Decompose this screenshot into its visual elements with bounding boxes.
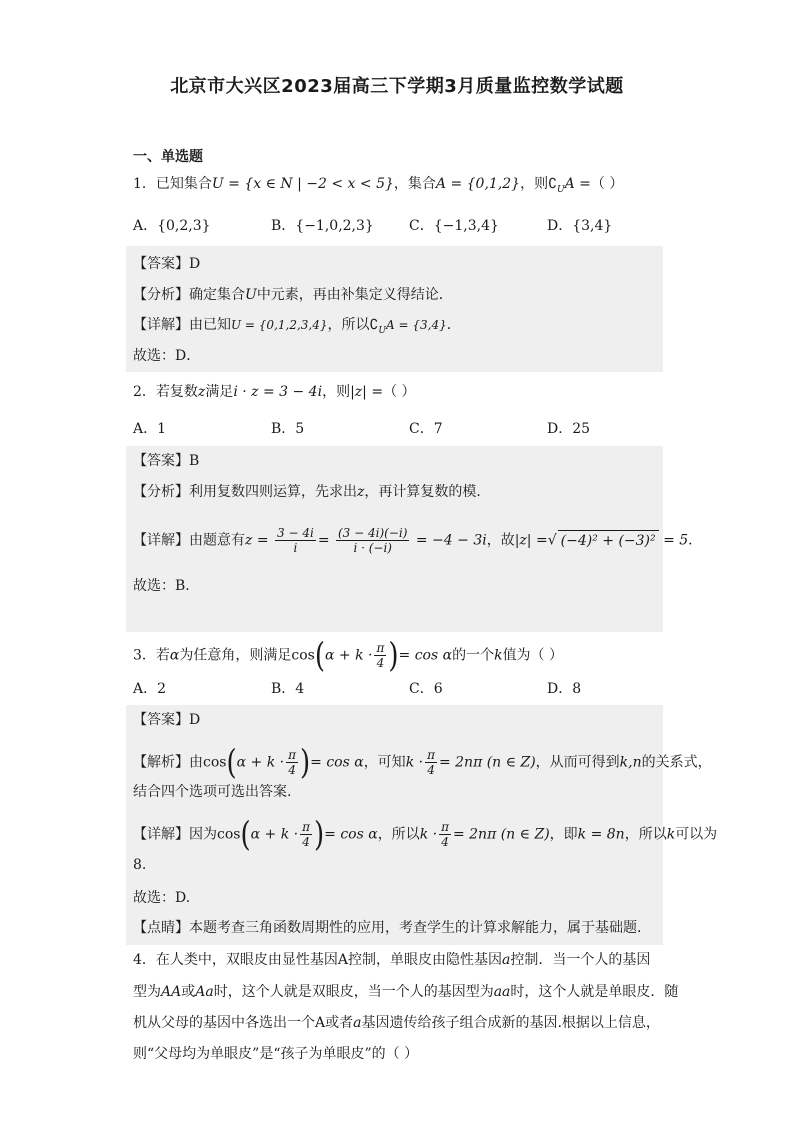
- question-2-answer: 【答案】B: [133, 453, 200, 469]
- question-4-line-2: 型为AA或Aa时，这个人就是双眼皮，当一个人的基因型为aa时，这个人就是单眼皮．随: [133, 984, 679, 1000]
- question-2-stem: 2．若复数z满足i · z = 3 − 4i，则|z| =（ ）: [133, 384, 416, 400]
- question-2-option-d[interactable]: D．25: [547, 421, 591, 437]
- question-3-detail-line-2: 8.: [133, 857, 147, 873]
- fraction: $\frac{3 - 4i}{i}$: [277, 526, 314, 555]
- question-1-solution-box: [126, 246, 663, 372]
- fraction: $\frac{(3 - 4i)(-i)}{i \cdot (-i)}$: [338, 526, 408, 555]
- question-1-option-a[interactable]: A．{0,2,3}: [133, 218, 211, 234]
- page-title: 北京市大兴区2023届高三下学期3月质量监控数学试题: [170, 76, 624, 97]
- question-3-detail: 【详解】因为cos(α + k · $\frac{\pi}{4}$ )= cos α，所以k · $\frac{\pi}{4}$ = 2nπ (n ∈ Z)，即k = 8n，所以k可以为: [133, 815, 718, 854]
- question-3-option-c[interactable]: C．6: [409, 681, 443, 697]
- question-1-option-c[interactable]: C．{−1,3,4}: [409, 218, 499, 234]
- question-1-option-d[interactable]: D．{3,4}: [547, 218, 613, 234]
- fraction: $\frac{\pi}{4}$: [288, 748, 296, 777]
- question-4-line-3: 机从父母的基因中各选出一个A或者a基因遗传给孩子组合成新的基因.根据以上信息，: [133, 1015, 660, 1031]
- question-2-option-a[interactable]: A．1: [133, 421, 167, 437]
- question-2-detail: 【详解】由题意有z = $\frac{3 - 4i}{i}$ = $\frac{(3 - 4i)(-i)}{i \cdot (-i)}$ = −4 − 3i，故|z| =√ (−4)² + (−3)² = 5．: [133, 526, 703, 555]
- question-3-answer: 【答案】D: [133, 712, 201, 728]
- question-1-stem: 1．已知集合U = {x ∈ N | −2 < x < 5}，集合A = {0,1,2}，则$∁_UA$ =（ ）: [133, 176, 624, 195]
- question-2-option-c[interactable]: C．7: [409, 421, 443, 437]
- question-1-option-b[interactable]: B．{−1,0,2,3}: [271, 218, 374, 234]
- sqrt-sign: √: [547, 532, 557, 549]
- question-3-stem: 3．若α为任意角，则满足cos(α + k · $\frac{\pi}{4}$ )= cos α的一个k值为（ ）: [133, 636, 564, 675]
- section-heading: 一、单选题: [133, 149, 203, 165]
- question-3-option-b[interactable]: B．4: [271, 681, 305, 697]
- fraction: $\frac{\pi}{4}$: [376, 641, 385, 670]
- question-1-select: 故选：D．: [133, 348, 201, 364]
- fraction: $\frac{\pi}{4}$: [441, 820, 449, 849]
- question-1-analysis: 【分析】确定集合U中元素，再由补集定义得结论．: [133, 287, 453, 303]
- question-3-analysis-line-2: 结合四个选项可选出答案.: [133, 784, 292, 800]
- question-3-comment: 【点睛】本题考查三角函数周期性的应用，考查学生的计算求解能力，属于基础题.: [133, 920, 642, 936]
- fraction: $\frac{\pi}{4}$: [302, 820, 310, 849]
- question-2-analysis: 【分析】利用复数四则运算，先求出z，再计算复数的模．: [133, 484, 491, 500]
- question-3-analysis: 【解析】由cos(α + k · $\frac{\pi}{4}$ )= cos α，可知k · $\frac{\pi}{4}$ = 2nπ (n ∈ Z)，从而可得到k,n的关系式，: [133, 743, 712, 782]
- question-2-option-b[interactable]: B．5: [271, 421, 305, 437]
- question-3-select: 故选：D.: [133, 890, 191, 906]
- question-3-option-d[interactable]: D．8: [547, 681, 582, 697]
- fraction: $\frac{\pi}{4}$: [427, 748, 435, 777]
- question-2-select: 故选：B．: [133, 578, 200, 594]
- question-1-detail: 【详解】由已知U = {0,1,2,3,4}，所以$∁_UA = \{3,4\}$．: [133, 317, 461, 336]
- question-1-answer: 【答案】D: [133, 256, 201, 272]
- question-4-line-1: 4．在人类中，双眼皮由显性基因A控制，单眼皮由隐性基因a控制．当一个人的基因: [133, 952, 651, 968]
- question-3-option-a[interactable]: A．2: [133, 681, 167, 697]
- question-4-line-4: 则“父母均为单眼皮”是“孩子为单眼皮”的（ ）: [133, 1046, 419, 1062]
